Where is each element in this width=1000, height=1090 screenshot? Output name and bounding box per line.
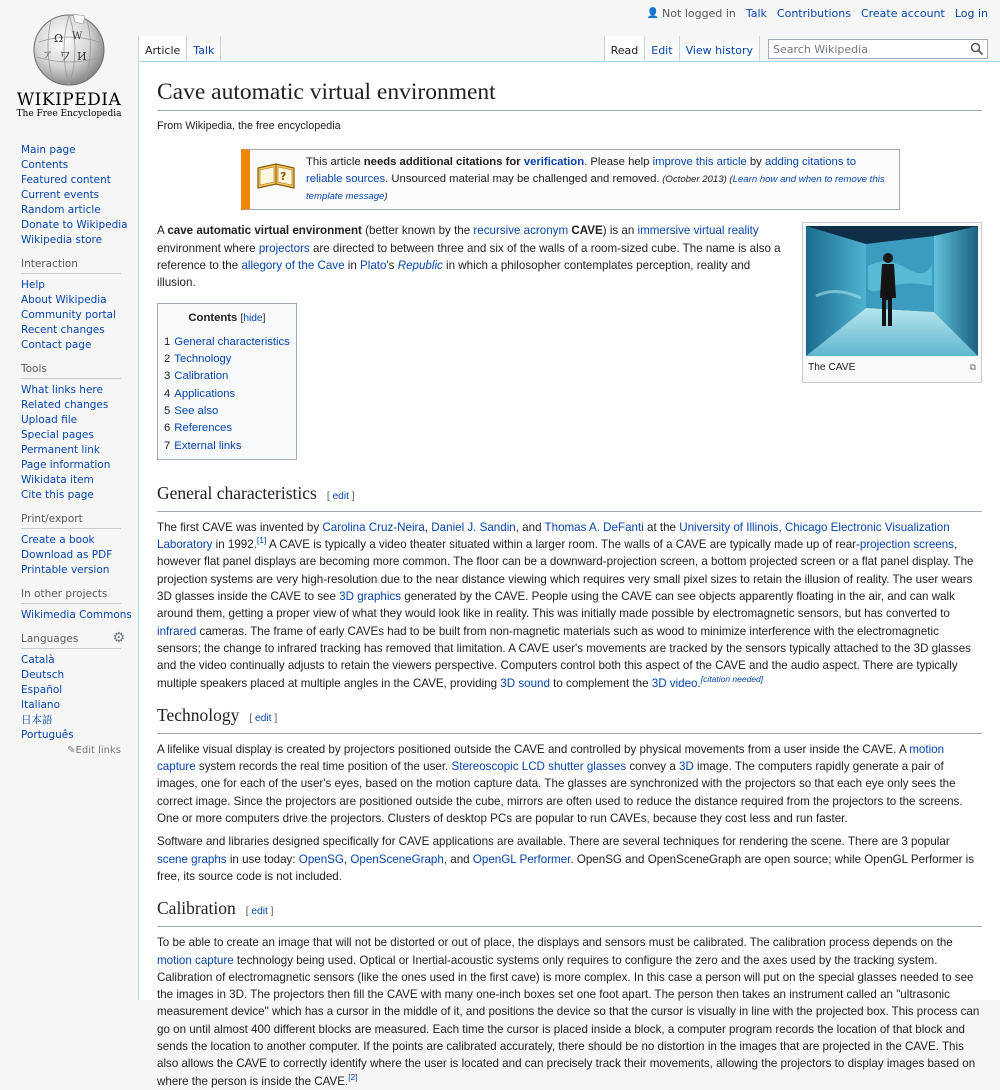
improve-article-link[interactable]: improve this article xyxy=(652,156,747,169)
toc-link-applications[interactable]: Applications xyxy=(174,387,236,400)
search-input[interactable] xyxy=(769,40,965,58)
toc-item[interactable] xyxy=(164,438,290,455)
sidebar-item-current-events[interactable]: Current events xyxy=(21,189,100,201)
sidebar-item-wikidata-item[interactable]: Wikidata item xyxy=(21,474,94,486)
toc-number: 3 xyxy=(164,370,171,383)
edit-general-link[interactable]: edit xyxy=(332,490,349,502)
view-tabs xyxy=(604,36,1000,61)
edit-technology-link[interactable]: edit xyxy=(255,712,272,724)
calib-c1: To be able to create an image that will not be distorted or out of place, the displays and sensors must be calibrated. The calibration process depends on the xyxy=(157,936,953,950)
thumbnail-caption xyxy=(806,356,978,378)
sidebar-item-related-changes[interactable]: Related changes xyxy=(21,399,109,411)
sidebar-heading-print: Print/export xyxy=(21,513,121,529)
sidebar-item-wikimedia-commons[interactable]: Wikimedia Commons xyxy=(21,609,132,621)
sidebar-item-about[interactable]: About Wikipedia xyxy=(21,294,107,306)
sandin-link[interactable]: Daniel J. Sandin xyxy=(431,520,516,534)
toc-link-general[interactable]: General characteristics xyxy=(174,335,290,348)
intro-a3: (better known by the xyxy=(361,224,474,238)
toc-link-technology[interactable]: Technology xyxy=(174,353,232,366)
tab-talk[interactable] xyxy=(187,36,221,61)
tech1-t5: convey a xyxy=(626,760,679,774)
tech1-t3: system records the real time position of the user. xyxy=(195,760,452,774)
learn-remove-link[interactable]: Learn how and when to remove this template message xyxy=(306,174,885,203)
sidebar-item-cite-this-page[interactable]: Cite this page xyxy=(21,489,94,501)
languages-title: Languages xyxy=(21,633,79,645)
toc-bracket-open: [ xyxy=(240,313,244,325)
tab-read[interactable] xyxy=(604,36,646,61)
wikipedia-logo[interactable] xyxy=(0,0,138,130)
edit-bracket-close: ] xyxy=(348,490,355,502)
sidebar-tools xyxy=(0,363,138,503)
allegory-cave-link[interactable]: allegory of the Cave xyxy=(241,258,345,272)
search-box xyxy=(768,39,988,59)
toc-number: 4 xyxy=(164,387,171,400)
pencil-icon: ✎ xyxy=(67,745,76,756)
reference-1-link[interactable]: [1] xyxy=(256,535,267,546)
personal-talk-link[interactable]: Talk xyxy=(745,7,767,20)
personal-tools xyxy=(647,7,988,20)
svg-text:И: И xyxy=(77,50,87,63)
site-sub: From Wikipedia, the free encyclopedia xyxy=(157,120,341,132)
tab-talk-label: Talk xyxy=(193,44,215,57)
citation-notice xyxy=(241,149,900,210)
section-edit xyxy=(246,906,274,917)
section-edit xyxy=(327,491,355,502)
notice-date: (October 2013) xyxy=(659,174,727,186)
notice-t6: by xyxy=(746,156,765,169)
notice-t12: ) xyxy=(384,191,388,203)
sidebar-item-lang-es[interactable]: Español xyxy=(21,684,63,696)
toc-link-see-also[interactable]: See also xyxy=(174,404,219,417)
reference-2-link[interactable]: [2] xyxy=(348,1071,358,1082)
sidebar-heading-projects: In other projects xyxy=(21,588,121,604)
sidebar-item-store[interactable]: Wikipedia store xyxy=(21,234,103,246)
section-edit xyxy=(249,713,277,724)
notice-t8: . Unsourced material may be challenged and removed. xyxy=(385,173,660,186)
immersive-vr-link[interactable]: immersive virtual reality xyxy=(637,224,759,238)
projection-screens-link[interactable]: projection screens xyxy=(859,538,954,552)
citation-needed-link[interactable]: [citation needed] xyxy=(700,673,764,684)
gen-g23: . xyxy=(697,676,701,690)
tech1-t1: A lifelike visual display is created by projectors positioned outside the CAVE and controlled by physical movements from a user inside the CAVE. A xyxy=(157,742,910,756)
toc-bracket-close: ] xyxy=(262,313,266,325)
opengl-performer-link[interactable]: OpenGL Performer xyxy=(472,852,571,866)
sidebar-interaction xyxy=(0,258,138,353)
gen-g15: , however flat panel displays are becoming more common. The floor can be a downward-projection screen, a bottom projected screen or a flat panel display. The projection systems are very high-resolution due to the near distance viewing which requires very small pixel sizes to retain the illusion of reality. The user wears 3D glasses inside the CAVE to see xyxy=(157,538,974,604)
3d-video-link[interactable]: 3D video xyxy=(651,676,698,690)
section-heading-calibration xyxy=(157,897,982,927)
gen-g19: cameras. The frame of early CAVEs had to be built from non-magnetic materials such as wood to minimize interference with the electromagnetic sensors; the change to infrared tracking has removed that limitation. A CAVE user's movements are tracked by the sensors typically attached to the 3D glasses and the video continually adjusts to retain the viewers perspective. Computers control both this aspect of the CAVE and the audio aspect. There are typically multiple speakers placed at multiple angles in the CAVE, providing xyxy=(157,624,971,690)
tech2-t5: , xyxy=(343,852,351,866)
section-title-calibration: Calibration xyxy=(157,898,236,919)
toc-heading: Contents xyxy=(188,312,238,325)
contributions-link[interactable]: Contributions xyxy=(776,7,851,20)
3d-graphics-link[interactable]: 3D graphics xyxy=(339,590,402,604)
svg-text:ワ: ワ xyxy=(59,49,72,63)
adding-citations-link[interactable]: adding citations to reliable sources xyxy=(306,156,857,186)
section-heading-technology xyxy=(157,704,982,734)
edit-bracket-open: [ xyxy=(326,490,333,502)
not-logged-in-text: Not logged in xyxy=(662,7,736,20)
svg-text:ア: ア xyxy=(43,51,53,61)
motion-capture-link[interactable]: motion capture xyxy=(157,742,945,774)
edit-bracket-close: ] xyxy=(267,906,274,918)
sidebar-item-recent-changes[interactable]: Recent changes xyxy=(21,324,105,336)
section-heading-general xyxy=(157,482,982,512)
tagline: The Free Encyclopedia xyxy=(16,109,122,119)
sidebar-item-lang-de[interactable]: Deutsch xyxy=(21,669,65,681)
tab-view-history[interactable] xyxy=(680,36,760,61)
toc-item[interactable] xyxy=(164,368,290,385)
sidebar-item-lang-ja[interactable]: 日本語 xyxy=(21,714,53,726)
svg-text:Ω: Ω xyxy=(54,32,64,45)
tab-edit-label: Edit xyxy=(651,44,673,57)
gen-g3: , xyxy=(424,520,432,534)
tech1-t7: image. The computers rapidly generate a pair of images, one for each of the user's eyes, based on the motion capture data. The glasses are synchronized with the projectors so that each eye only sees the correct image. Since the projectors are positioned outside the cube, mirrors are often used to reduce the distance required from the projectors to the screens. One or more computers drive the projectors. Clusters of desktop PCs are popular to run CAVEs, because they cost less and run faster. xyxy=(157,760,963,826)
toc-number: 1 xyxy=(164,335,171,348)
toc-item[interactable] xyxy=(164,403,290,420)
sidebar-item-contents[interactable]: Contents xyxy=(21,159,69,171)
login-link[interactable]: Log in xyxy=(954,7,988,20)
sidebar-item-featured-content[interactable]: Featured content xyxy=(21,174,111,186)
intro-a11: are directed to between three and six of the walls of a room-sized cube. The name is also a reference to the xyxy=(157,241,781,272)
sidebar-heading-interaction: Interaction xyxy=(21,258,121,274)
sidebar-item-page-information[interactable]: Page information xyxy=(21,459,111,471)
intro-bold-term: cave automatic virtual environment xyxy=(167,224,362,238)
notice-t1: This article xyxy=(306,156,364,169)
edit-bracket-open: [ xyxy=(245,906,252,918)
edit-links[interactable] xyxy=(21,745,121,756)
notice-t4: . Please help xyxy=(584,156,653,169)
intro-a7: ) is an xyxy=(602,224,638,238)
sidebar-item-random-article[interactable]: Random article xyxy=(21,204,101,216)
gen-g21: to complement the xyxy=(549,676,652,690)
toc-number: 6 xyxy=(164,422,171,435)
puzzle-globe-icon xyxy=(29,12,109,88)
edit-calibration-link[interactable]: edit xyxy=(251,906,268,918)
sidebar-item-main-page[interactable]: Main page xyxy=(21,144,76,156)
sidebar-item-contact-page[interactable]: Contact page xyxy=(21,339,92,351)
tab-history-label: View history xyxy=(685,44,753,57)
sidebar-heading-tools: Tools xyxy=(21,363,121,379)
intro-a15: 's xyxy=(386,258,398,272)
sidebar-item-lang-it[interactable]: Italiano xyxy=(21,699,60,711)
intro-a17: in which a philosopher contemplates perception, reality and illusion. xyxy=(157,258,751,290)
book-question-icon xyxy=(256,154,300,205)
toc-item[interactable] xyxy=(164,386,290,403)
calibration-paragraph xyxy=(157,934,982,1090)
edit-links-label: Edit links xyxy=(75,745,121,756)
gen-g17: generated by the CAVE. People using the CAVE can see objects apparently floating in the air, and can walk around them, getting a proper view of what they would look like in reality. This was initially made possible by electromagnetic sensors, but has converted to xyxy=(157,590,955,621)
namespace-tabs xyxy=(138,36,221,61)
notice-t10: ( xyxy=(726,174,733,186)
wordmark: WIKIPEDIA xyxy=(16,90,122,110)
toc-item[interactable] xyxy=(164,334,290,351)
scene-graphs-link[interactable]: scene graphs xyxy=(157,852,227,866)
defanti-link[interactable]: Thomas A. DeFanti xyxy=(544,520,644,534)
3d-sound-link[interactable]: 3D sound xyxy=(500,676,550,690)
tech2-t7: , and xyxy=(443,852,473,866)
verification-link[interactable]: verification xyxy=(523,156,585,169)
3d-link[interactable]: 3D xyxy=(679,760,694,774)
tech2-t3: in use today: xyxy=(226,852,299,866)
sidebar-item-lang-ca[interactable]: Català xyxy=(21,654,55,666)
toc-link-references[interactable]: References xyxy=(174,422,233,435)
toc-item[interactable] xyxy=(164,420,290,437)
thumbnail-figure xyxy=(802,222,982,382)
section-title-general: General characteristics xyxy=(157,482,317,503)
create-account-link[interactable]: Create account xyxy=(860,7,945,20)
sidebar-item-what-links-here[interactable]: What links here xyxy=(21,384,103,396)
toc-link-external[interactable]: External links xyxy=(174,439,242,452)
tech2-t1: Software and libraries designed specifically for CAVE applications are available. There are several techniques for rendering the scene. There are 3 popular xyxy=(157,835,950,849)
tab-edit[interactable] xyxy=(645,36,679,61)
tab-read-label: Read xyxy=(610,44,639,57)
sidebar-languages xyxy=(0,630,138,756)
sidebar-item-donate[interactable]: Donate to Wikipedia xyxy=(21,219,128,231)
gen-g7: at the xyxy=(643,520,680,534)
intro-a13: in xyxy=(344,258,361,272)
toc-title xyxy=(164,310,290,327)
technology-paragraph-1 xyxy=(157,741,982,827)
sidebar-item-lang-pt[interactable]: Português xyxy=(21,729,74,741)
content-area xyxy=(138,61,1000,1088)
section-title-technology: Technology xyxy=(157,704,240,725)
sidebar-item-permanent-link[interactable]: Permanent link xyxy=(21,444,101,456)
sidebar-item-download-pdf[interactable]: Download as PDF xyxy=(21,549,113,561)
sidebar-item-printable-version[interactable]: Printable version xyxy=(21,564,110,576)
gen-g5: , and xyxy=(515,520,545,534)
calib-c3: technology being used. Optical or Inertial-acoustic systems only requires to configure the zero and the axes used by the tracking system. Calibration of electromagnetic sensors (like the ones used in the first cave) is more complex. In this case a person will put on the special glasses needed to see the images in 3D. The projectors then fill the CAVE with many one-inch boxes set one foot apart. The person then takes an instrument called an "ultrasonic measurement device" which has a cursor in the middle of it, and positions the device so that the cursor is visually in line with the projected box. This process can go on until almost 400 different blocks are measured. Each time the cursor is placed inside a block, a computer program records the location of that block and sends the location to another computer. If the points are calibrated accurately, there should be no distortion in the images that are projected in the CAVE. This also allows the CAVE to correctly identify where the user is located and can precisely track their movements, allowing the projectors to display images based on where the person is inside the CAVE. xyxy=(157,953,980,1088)
motion-capture-link-2[interactable]: motion capture xyxy=(157,953,234,967)
openscenegraph-link[interactable]: OpenSceneGraph xyxy=(350,852,444,866)
toc-hide-link[interactable]: hide xyxy=(243,313,263,325)
plato-link[interactable]: Plato xyxy=(360,258,387,272)
intro-cave-bold: CAVE xyxy=(571,224,603,238)
tab-article-label: Article xyxy=(145,44,181,57)
sidebar-item-create-book[interactable]: Create a book xyxy=(21,534,95,546)
intro-a1: A xyxy=(157,224,168,238)
sidebar xyxy=(0,143,138,766)
enlarge-icon[interactable]: ⧉ xyxy=(969,362,976,373)
general-paragraph xyxy=(157,519,982,692)
table-of-contents xyxy=(157,303,297,459)
sidebar-heading-languages xyxy=(21,630,125,649)
toc-number: 7 xyxy=(164,439,171,452)
gen-g13: A CAVE is typically a video theater situated within a larger room. The walls of a CAVE are typically made up of rear- xyxy=(266,538,860,552)
thumbnail-caption-text: The CAVE xyxy=(808,362,856,374)
tech2-t9: . OpenSG and OpenSceneGraph are open source; while OpenGL Performer is free, its source code is not included. xyxy=(157,852,975,883)
toc-item[interactable] xyxy=(164,351,290,368)
cruz-neira-link[interactable]: Carolina Cruz-Neira xyxy=(322,520,425,534)
toc-number: 2 xyxy=(164,353,171,366)
sidebar-item-community-portal[interactable]: Community portal xyxy=(21,309,116,321)
sidebar-item-help[interactable]: Help xyxy=(21,279,45,291)
sidebar-navigation xyxy=(0,143,138,248)
search-icon[interactable] xyxy=(970,42,984,56)
toc-link-calibration[interactable]: Calibration xyxy=(174,370,229,383)
notice-t2: needs additional citations for xyxy=(363,156,524,169)
recursive-acronym-link[interactable]: recursive acronym xyxy=(473,224,569,238)
projectors-link[interactable]: projectors xyxy=(258,241,310,255)
cave-photo[interactable] xyxy=(806,226,978,356)
infrared-link[interactable]: infrared xyxy=(157,624,197,638)
toc-number: 5 xyxy=(164,404,171,417)
gear-icon[interactable]: ⚙ xyxy=(112,630,125,646)
shutter-glasses-link[interactable]: Stereoscopic LCD shutter glasses xyxy=(451,760,627,774)
tab-article[interactable] xyxy=(138,36,187,61)
svg-text:W: W xyxy=(72,31,83,42)
sidebar-print xyxy=(0,513,138,578)
uiuc-link[interactable]: University of Illinois xyxy=(679,520,779,534)
sidebar-projects xyxy=(0,588,138,623)
gen-g9: , xyxy=(778,520,785,534)
gen-g11: in 1992. xyxy=(212,538,257,552)
notice-text xyxy=(300,154,891,205)
edit-bracket-close: ] xyxy=(271,712,278,724)
gen-g1: The first CAVE was invented by xyxy=(157,520,323,534)
page-title: Cave automatic virtual environment xyxy=(157,78,982,111)
intro-a9: environment where xyxy=(157,241,259,255)
technology-paragraph-2 xyxy=(157,833,982,885)
svg-text:?: ? xyxy=(280,170,287,184)
user-icon: 👤 xyxy=(646,8,660,19)
sidebar-item-special-pages[interactable]: Special pages xyxy=(21,429,94,441)
edit-bracket-open: [ xyxy=(249,712,256,724)
evl-link[interactable]: Chicago Electronic Visualization Laboratory xyxy=(157,520,950,552)
opensg-link[interactable]: OpenSG xyxy=(298,852,344,866)
republic-link[interactable]: Republic xyxy=(397,258,443,272)
sidebar-item-upload-file[interactable]: Upload file xyxy=(21,414,78,426)
